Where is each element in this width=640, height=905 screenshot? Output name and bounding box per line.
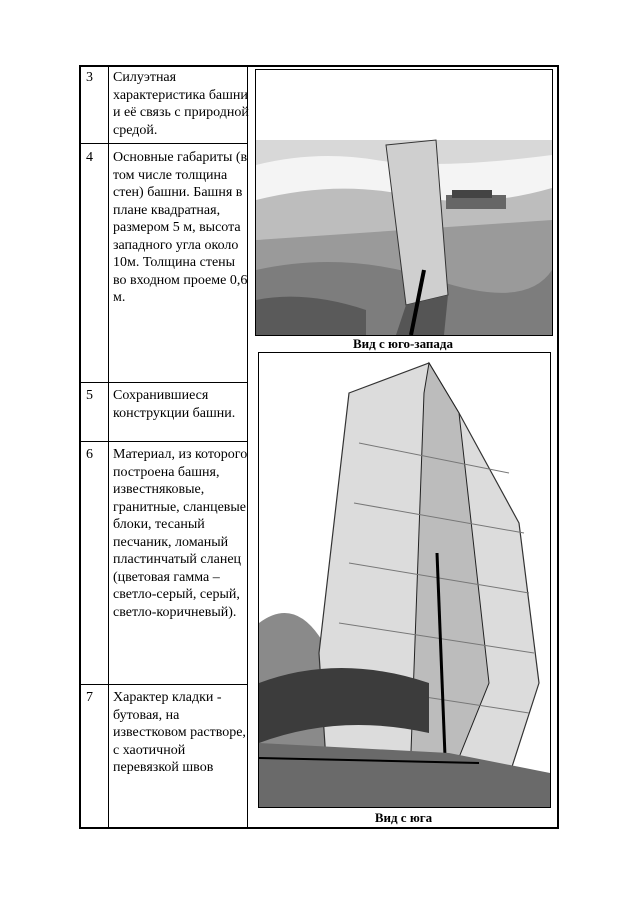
row-number: 3 <box>86 70 93 85</box>
row-description: Силуэтная характеристика башни и её связь с природной средой. <box>113 70 249 138</box>
table-border-bottom <box>79 827 559 829</box>
row-number: 4 <box>86 150 93 165</box>
row-number: 7 <box>86 690 93 705</box>
row-separator <box>79 441 248 442</box>
table-border-left <box>79 65 81 829</box>
table-border-top <box>79 65 559 67</box>
row-description: Основные габариты (в том числе толщина стен) башни. Башня в плане квадратная, размером 5 м, высота западного угла около 10м. Толщина стены во входном проеме 0,6 м. <box>113 150 248 305</box>
row-separator <box>79 684 248 685</box>
row-separator <box>79 143 248 144</box>
photo-south-view <box>258 352 551 808</box>
photo-southwest-view <box>255 69 553 336</box>
table-border-right <box>557 65 559 829</box>
attributes-table <box>79 65 559 829</box>
row-description: Характер кладки - бутовая, на известковом растворе, с хаотичной перевязкой швов <box>113 690 246 775</box>
row-description: Материал, из которого построена башня, известняковые, гранитные, сланцевые блоки, тесаный песчаник, ломаный пластинчатый сланец (цветовая гамма – светло-серый, серый, светло-коричневый). <box>113 447 248 620</box>
row-description: Сохранившиеся конструкции башни. <box>113 388 236 421</box>
photo-caption-southwest: Вид с юго-запада <box>353 336 453 351</box>
row-number: 5 <box>86 388 93 403</box>
row-number: 6 <box>86 447 93 462</box>
column-divider-number <box>108 65 109 829</box>
row-separator <box>79 382 248 383</box>
photo-caption-south: Вид с юга <box>374 810 433 825</box>
